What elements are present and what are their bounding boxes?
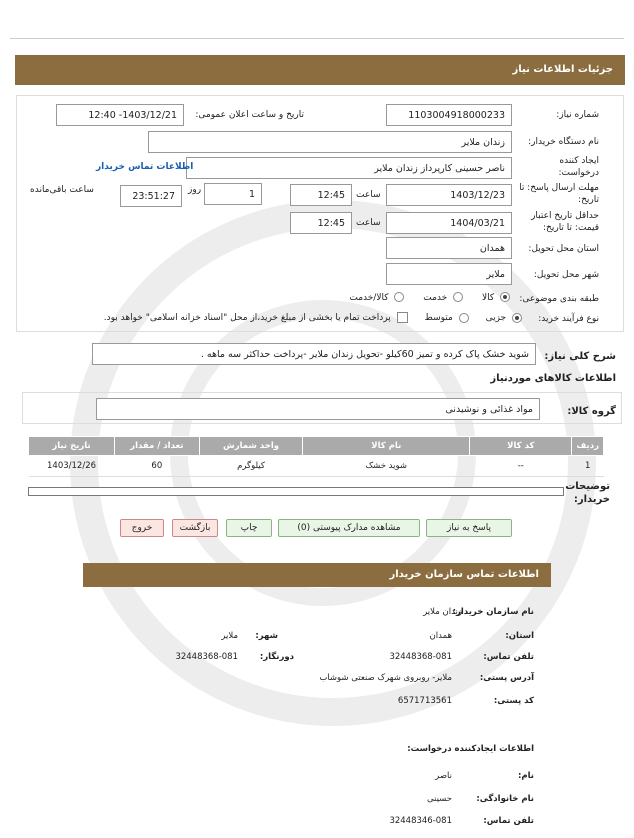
treasury-checkbox[interactable] [397,312,408,323]
address-label: آدرس پستی: [479,673,534,683]
category-option-service: خدمت [423,292,448,303]
contact-phone-label: تلفن تماس: [483,652,534,662]
category-radio-goods[interactable] [500,292,510,302]
city-field: ملایر [386,263,512,285]
back-button[interactable]: بازگشت [172,519,218,537]
validity-date-field: 1404/03/21 [386,212,512,234]
contact-header [83,563,551,587]
buyer-field: زندان ملایر [148,131,512,153]
contact-title: اطلاعات تماس سازمان خریدار [389,569,539,580]
creator-field: ناصر حسینی کارپرداز زندان ملایر [186,157,512,179]
col-unit: واحد شمارش [199,437,303,456]
fax-value: 32448368-081 [175,652,238,662]
postal-label: کد پستی: [493,696,534,706]
cell-unit: کیلوگرم [199,456,303,477]
deadline-label-1: مهلت ارسال پاسخ: تا [519,183,599,193]
purchase-type-label: نوع فرآیند خرید: [538,314,599,324]
day-label: روز [188,185,202,195]
contact-city-label: شهر: [255,631,278,641]
province-label: استان محل تحویل: [528,244,599,254]
top-divider [10,38,624,39]
purchase-option-minor: جزیی [485,313,507,323]
purchase-type-group [52,312,522,326]
creator-label-2: درخواست: [558,168,599,178]
province-field: همدان [386,237,512,259]
address-value: ملایر- روبروی شهرک صنعتی شوشاب [319,673,452,683]
contact-city-value: ملایر [221,631,238,641]
creator-info-title: اطلاعات ایجادکننده درخواست: [407,744,534,754]
items-table-header [29,437,604,456]
org-label: نام سازمان خریدار: [452,607,534,617]
cell-row: 1 [572,456,604,477]
payment-note: پرداخت تمام یا بخشی از مبلغ خرید،از محل "اسناد خزانه اسلامی" خواهد بود. [103,313,391,323]
fax-label: دورنگار: [259,652,294,662]
category-radio-service[interactable] [453,292,463,302]
family-value: حسینی [426,794,452,804]
cell-name: شوید خشک [303,456,470,477]
creator-label-1: ایجاد کننده [559,156,599,166]
deadline-time-field: 12:45 [290,184,352,206]
city-label: شهر محل تحویل: [533,270,599,280]
col-qty: تعداد / مقدار [115,437,200,456]
page-title: جزئیات اطلاعات نیاز [512,64,613,75]
days-remaining-field: 1 [204,183,262,205]
purchase-option-medium: متوسط [424,313,453,323]
reply-button[interactable]: پاسخ به نیاز [426,519,512,537]
deadline-time-label: ساعت [356,190,381,200]
print-button[interactable]: چاپ [226,519,272,537]
view-documents-button[interactable]: مشاهده مدارک پیوستی (0) [278,519,420,537]
col-date: تاریخ نیاز [29,437,115,456]
buyer-notes-label-1: توضیحات [565,481,610,492]
category-option-goods: کالا [481,292,495,303]
creator-phone-value: 32448346-081 [389,816,452,826]
category-option-both: کالا/خدمت [349,292,389,303]
buyer-label: نام دستگاه خریدار: [528,137,599,147]
category-radio-both[interactable] [394,292,404,302]
page-header [15,55,625,85]
buyer-notes-label-2: خریدار: [573,494,610,505]
contact-phone-value: 32448368-081 [389,652,452,662]
need-number-label: شماره نیاز: [556,110,599,120]
name-value: ناصر [435,771,452,781]
deadline-label-2: تاریخ: [578,195,599,205]
family-label: نام خانوادگی: [476,794,534,804]
validity-time-label: ساعت [356,218,381,228]
announce-date-field: 1403/12/21- 12:40 [56,104,184,126]
cell-qty: 60 [115,456,200,477]
postal-value: 6571713561 [397,696,452,706]
col-row: ردیف [572,437,604,456]
validity-time-field: 12:45 [290,212,352,234]
cell-code: -- [470,456,572,477]
validity-label-1: حداقل تاریخ اعتبار [531,211,599,221]
summary-field: شوید خشک پاک کرده و تمیز 60کیلو -تحویل زندان ملایر -پرداخت حداکثر سه ماهه . [92,343,536,365]
summary-label: شرح کلی نیاز: [544,351,616,362]
announce-date-label: تاریخ و ساعت اعلان عمومی: [195,110,304,120]
remaining-time-label: ساعت باقی‌مانده [30,185,94,195]
purchase-radio-medium[interactable] [459,313,469,323]
validity-label-2: قیمت: تا تاریخ: [543,223,599,233]
exit-button[interactable]: خروج [120,519,164,537]
remaining-time-field: 23:51:27 [120,185,182,207]
buyer-notes-field [28,487,564,496]
goods-group-field: مواد غذائی و نوشیدنی [96,398,540,420]
items-table [28,436,604,477]
col-code: کد کالا [470,437,572,456]
need-number-field: 1103004918000233 [386,104,512,126]
org-value: زندان ملایر [423,607,462,617]
purchase-radio-minor[interactable] [512,313,522,323]
goods-group-label: گروه کالا: [567,406,616,417]
name-label: نام: [517,771,534,781]
contact-province-value: همدان [429,631,452,641]
buyer-contact-link[interactable]: اطلاعات تماس خریدار [96,162,194,172]
category-radio-group [330,292,510,306]
goods-section-title: اطلاعات کالاهای موردنیاز [490,373,616,384]
creator-phone-label: تلفن تماس: [483,816,534,826]
contact-province-label: استان: [505,631,534,641]
cell-date: 1403/12/26 [29,456,115,477]
category-label: طبقه بندی موضوعی: [519,294,599,304]
table-row [29,456,604,477]
col-name: نام کالا [303,437,470,456]
deadline-date-field: 1403/12/23 [386,184,512,206]
